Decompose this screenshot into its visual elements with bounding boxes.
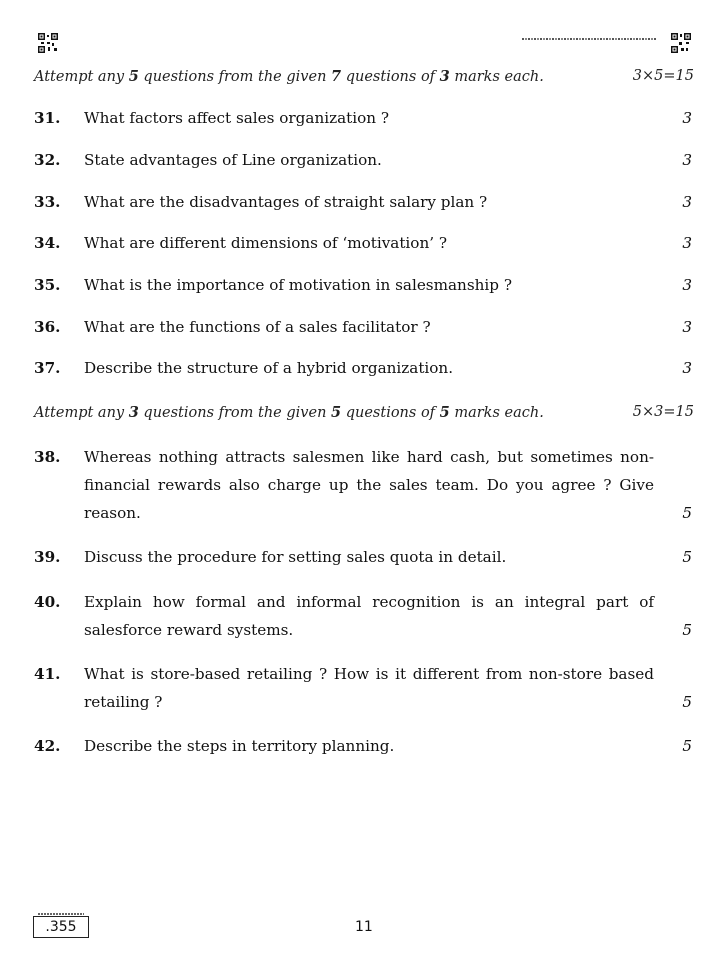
- question-text: Describe the structure of a hybrid organization.: [84, 359, 454, 377]
- question-text: Describe the steps in territory planning.: [84, 737, 395, 755]
- question-marks: 3: [682, 276, 692, 294]
- section-total-marks: 5×3=15: [632, 404, 694, 420]
- barcode-strip: [522, 38, 657, 40]
- question-marks: 3: [682, 151, 692, 169]
- question-marks: 5: [682, 693, 692, 711]
- question-number: 41.: [34, 665, 61, 683]
- question-number: 36.: [34, 318, 61, 336]
- instruction-text: Attempt any 3 questions from the given 5 questions of 5 marks each.: [34, 404, 544, 421]
- question-number: 39.: [34, 548, 61, 566]
- question-number: 34.: [34, 234, 61, 252]
- question-text: What are the disadvantages of straight salary plan ?: [84, 193, 488, 211]
- question-marks: 5: [682, 737, 692, 755]
- question-text: Whereas nothing attracts salesmen like hard cash, but sometimes non-financial rewards also charge up the sales team. Do you agree ? Give reason.: [84, 448, 654, 522]
- question-marks: 3: [682, 234, 692, 252]
- question-text: What factors affect sales organization ?: [84, 109, 390, 127]
- question-marks: 5: [682, 621, 692, 639]
- question-number: 35.: [34, 276, 61, 294]
- question-number: 32.: [34, 151, 61, 169]
- question-marks: 3: [682, 193, 692, 211]
- question-text: Explain how formal and informal recognition is an integral part of salesforce reward systems.: [84, 593, 654, 639]
- question-number: 40.: [34, 593, 61, 611]
- page-number: 11: [355, 919, 373, 935]
- instruction-text: Attempt any 5 questions from the given 7 questions of 3 marks each.: [34, 68, 544, 85]
- paper-code-box: .355: [33, 916, 89, 938]
- qr-code-icon: [671, 33, 691, 53]
- question-text: What are different dimensions of ‘motivation’ ?: [84, 234, 448, 252]
- qr-code-icon: [38, 33, 58, 53]
- question-number: 38.: [34, 448, 61, 466]
- section-b-instruction: [34, 404, 694, 421]
- question-number: 31.: [34, 109, 61, 127]
- question-text: State advantages of Line organization.: [84, 151, 382, 169]
- question-marks: 3: [682, 109, 692, 127]
- question-marks: 5: [682, 504, 692, 522]
- section-a-instruction: [34, 68, 694, 85]
- question-text: What are the functions of a sales facilitator ?: [84, 318, 431, 336]
- question-marks: 5: [682, 548, 692, 566]
- question-text: What is store-based retailing ? How is it different from non-store based retailing ?: [84, 665, 654, 711]
- question-number: 42.: [34, 737, 61, 755]
- question-marks: 3: [682, 359, 692, 377]
- question-number: 33.: [34, 193, 61, 211]
- question-marks: 3: [682, 318, 692, 336]
- question-number: 37.: [34, 359, 61, 377]
- section-total-marks: 3×5=15: [632, 68, 694, 84]
- question-text: What is the importance of motivation in salesmanship ?: [84, 276, 512, 294]
- question-text: Discuss the procedure for setting sales quota in detail.: [84, 548, 507, 566]
